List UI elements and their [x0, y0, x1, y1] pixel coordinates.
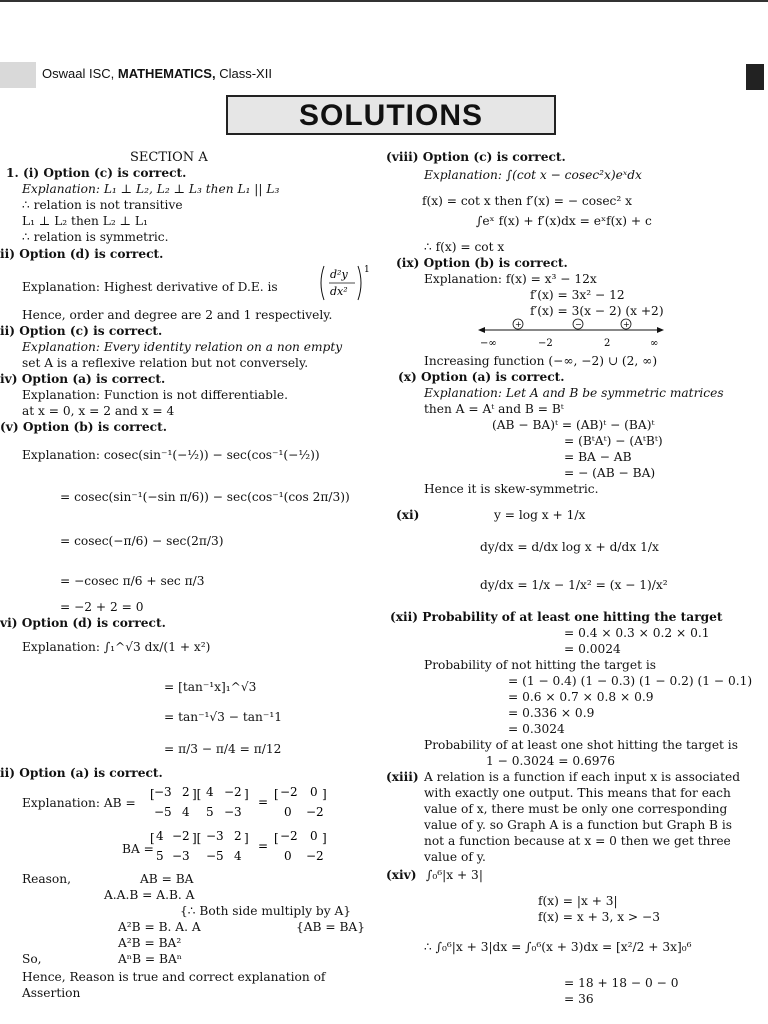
q1-heading: 1. (i) Option (c) is correct. — [6, 166, 187, 180]
q5-step4: = −cosec π/6 + sec π/3 — [60, 574, 205, 588]
svg-text:−5: −5 — [206, 849, 224, 863]
q11-step3: dy/dx = 1/x − 1/x² = (x − 1)/x² — [480, 578, 668, 592]
q1-explanation: Explanation: L₁ ⊥ L₂, L₂ ⊥ L₃ then L₁ || L₃ — [22, 182, 280, 196]
q13-line5: not a function because at x = 0 then we get three — [424, 834, 731, 848]
q10-step6: = − (AB − BA) — [564, 466, 656, 480]
q14-step5: = 36 — [564, 992, 594, 1006]
q5-step1: Explanation: cosec(sin⁻¹(−½)) − sec(cos⁻¹(−½)) — [22, 448, 320, 462]
q9-heading: (ix) Option (b) is correct. — [396, 256, 568, 270]
q8-step1: Explanation: ∫(cot x − cosec²x)eˣdx — [424, 168, 642, 182]
svg-text:−3: −3 — [172, 849, 190, 863]
q5-heading: (v) Option (b) is correct. — [0, 420, 167, 434]
q6-step2: = [tan⁻¹x]₁^√3 — [164, 680, 257, 694]
q8-step4: ∴ f(x) = cot x — [424, 240, 505, 254]
svg-text:−2: −2 — [280, 785, 298, 799]
q12-step1: = 0.4 × 0.3 × 0.2 × 0.1 — [564, 626, 710, 640]
svg-text:dx²: dx² — [330, 285, 348, 298]
q11-heading: (xi) — [396, 508, 420, 522]
header-marker-block — [746, 64, 764, 90]
q7-ba-matrix-product — [150, 824, 360, 868]
q5-step5: = −2 + 2 = 0 — [60, 600, 144, 614]
q4-explanation: Explanation: Function is not differentiable. — [22, 388, 288, 402]
q2-line2: Hence, order and degree are 2 and 1 respectively. — [22, 308, 333, 322]
q1-line4: ∴ relation is symmetric. — [22, 230, 169, 244]
q2-explanation: Explanation: Highest derivative of D.E. is — [22, 280, 278, 294]
running-header — [42, 66, 272, 81]
q13-line4: value of y. so Graph A is a function but Graph B is — [424, 818, 733, 832]
subject: MATHEMATICS, — [117, 66, 216, 81]
q3-heading: ii) Option (c) is correct. — [0, 324, 163, 338]
solutions-title: SOLUTIONS — [226, 95, 556, 135]
q7-reason-5: A²B = BA² — [118, 936, 182, 950]
q9-label-neg-inf: −∞ — [480, 338, 497, 349]
svg-text:0: 0 — [310, 829, 318, 843]
q7-reason-7: Hence, Reason is true and correct explanation of — [22, 970, 326, 984]
q6-step3: = tan⁻¹√3 − tan⁻¹1 — [164, 710, 282, 724]
q12-step3: Probability of not hitting the target is — [424, 658, 656, 672]
svg-text:[: [ — [274, 831, 279, 845]
q9-step3: f′(x) = 3(x − 2) (x +2) — [530, 304, 664, 318]
q2-derivative-expr — [318, 262, 370, 304]
q1-line3: L₁ ⊥ L₂ then L₂ ⊥ L₁ — [22, 214, 148, 228]
q7-reason-1: AB = BA — [140, 872, 194, 886]
svg-text:−2: −2 — [306, 805, 324, 819]
q14-step4: = 18 + 18 − 0 − 0 — [564, 976, 679, 990]
top-rule — [0, 0, 768, 2]
q7-ba-label: BA = — [122, 842, 154, 856]
svg-text:=: = — [258, 839, 269, 853]
q12-step2: = 0.0024 — [564, 642, 621, 656]
q14-integral: ∫₀⁶|x + 3| — [426, 868, 483, 882]
svg-text:][: ][ — [192, 787, 202, 801]
q9-label-2: 2 — [604, 338, 611, 349]
q14-step2: f(x) = x + 3, x > −3 — [538, 910, 660, 924]
q14-heading: (xiv) — [386, 868, 417, 882]
q14-step1: f(x) = |x + 3| — [538, 894, 618, 908]
q11-step1: y = log x + 1/x — [494, 508, 586, 522]
svg-text:−3: −3 — [206, 829, 224, 843]
q4-heading: iv) Option (a) is correct. — [0, 372, 166, 386]
q12-step8: Probability of at least one shot hitting the target is — [424, 738, 738, 752]
svg-text:]: ] — [244, 831, 249, 845]
svg-text:0: 0 — [310, 785, 318, 799]
svg-text:2: 2 — [182, 785, 190, 799]
svg-text:4: 4 — [182, 805, 190, 819]
q7-reason-2: A.A.B = A.B. A — [104, 888, 195, 902]
q13-line6: value of y. — [424, 850, 486, 864]
svg-text:5: 5 — [156, 849, 164, 863]
q5-step3: = cosec(−π/6) − sec(2π/3) — [60, 534, 224, 548]
q14-step3: ∴ ∫₀⁶|x + 3|dx = ∫₀⁶(x + 3)dx = [x²/2 + 3x]₀⁶ — [424, 940, 692, 954]
q12-heading: (xii) Probability of at least one hitting the target — [390, 610, 723, 624]
svg-text:]: ] — [322, 787, 327, 801]
q9-step2: f′(x) = 3x² − 12 — [530, 288, 625, 302]
q7-reason-3: {∴ Both side multiply by A} — [180, 904, 352, 918]
svg-text:−5: −5 — [154, 805, 172, 819]
q9-result: Increasing function (−∞, −2) ∪ (2, ∞) — [424, 354, 658, 368]
q6-heading: vi) Option (d) is correct. — [0, 616, 166, 630]
q11-step2: dy/dx = d/dx log x + d/dx 1/x — [480, 540, 659, 554]
q13-line3: value of x, there must be only one corresponding — [424, 802, 728, 816]
q9-step1: Explanation: f(x) = x³ − 12x — [424, 272, 597, 286]
q12-step5: = 0.6 × 0.7 × 0.8 × 0.9 — [508, 690, 654, 704]
svg-text:5: 5 — [206, 805, 214, 819]
q12-step7: = 0.3024 — [508, 722, 565, 736]
svg-text:+: + — [623, 320, 630, 329]
svg-text:][: ][ — [192, 831, 202, 845]
svg-text:2: 2 — [234, 829, 242, 843]
q10-step4: = (BᵗAᵗ) − (AᵗBᵗ) — [564, 434, 663, 448]
q7-so-label: So, — [22, 952, 42, 966]
q5-step2: = cosec(sin⁻¹(−sin π/6)) − sec(cos⁻¹(cos 2π/3)) — [60, 490, 350, 504]
publisher: Oswaal ISC, — [42, 66, 118, 81]
q7-reason-6: AⁿB = BAⁿ — [118, 952, 183, 966]
q10-step2: then A = Aᵗ and B = Bᵗ — [424, 402, 564, 416]
svg-text:−2: −2 — [306, 849, 324, 863]
q7-reason-label: Reason, — [22, 872, 71, 886]
svg-text:−2: −2 — [224, 785, 242, 799]
class-label: Class-XII — [215, 66, 272, 81]
q7-reason-4b: {AB = BA} — [296, 920, 365, 934]
svg-text:[: [ — [150, 831, 155, 845]
svg-text:0: 0 — [284, 849, 292, 863]
svg-text:−2: −2 — [172, 829, 190, 843]
q9-label-neg-2: −2 — [538, 338, 553, 349]
q7-reason-4: A²B = B. A. A — [118, 920, 201, 934]
q7-ab-matrix-product — [150, 780, 360, 824]
q7-ab-label: Explanation: AB = — [22, 796, 136, 810]
q2-heading: ii) Option (d) is correct. — [0, 247, 164, 261]
q12-step9: 1 − 0.3024 = 0.6976 — [486, 754, 615, 768]
svg-text:−2: −2 — [280, 829, 298, 843]
q1-line2: ∴ relation is not transitive — [22, 198, 183, 212]
svg-text:d²y: d²y — [330, 268, 348, 281]
q10-step3: (AB − BA)ᵗ = (AB)ᵗ − (BA)ᵗ — [492, 418, 655, 432]
svg-text:]: ] — [322, 831, 327, 845]
svg-text:0: 0 — [284, 805, 292, 819]
svg-text:−3: −3 — [224, 805, 242, 819]
q12-step6: = 0.336 × 0.9 — [508, 706, 595, 720]
svg-text:+: + — [515, 320, 522, 329]
q3-line2: set A is a reflexive relation but not conversely. — [22, 356, 309, 370]
q7-reason-8: Assertion — [22, 986, 81, 1000]
q6-step1: Explanation: ∫₁^√3 dx/(1 + x²) — [22, 640, 211, 654]
q10-step1: Explanation: Let A and B be symmetric matrices — [424, 386, 724, 400]
svg-text:[: [ — [274, 787, 279, 801]
header-tab-bar — [0, 62, 36, 88]
svg-text:=: = — [258, 795, 269, 809]
q4-line2: at x = 0, x = 2 and x = 4 — [22, 404, 175, 418]
q13-heading: (xiii) — [386, 770, 419, 784]
q10-step5: = BA − AB — [564, 450, 632, 464]
q8-step2: f(x) = cot x then f′(x) = − cosec² x — [422, 194, 633, 208]
q9-label-inf: ∞ — [650, 338, 659, 349]
q10-result: Hence it is skew-symmetric. — [424, 482, 599, 496]
q13-line1: A relation is a function if each input x is associated — [424, 770, 741, 784]
svg-text:4: 4 — [156, 829, 164, 843]
q6-step4: = π/3 − π/4 = π/12 — [164, 742, 282, 756]
svg-text:4: 4 — [234, 849, 242, 863]
q10-heading: (x) Option (a) is correct. — [398, 370, 565, 384]
svg-text:]: ] — [244, 787, 249, 801]
svg-text:−: − — [575, 320, 582, 329]
q13-line2: with exactly one output. This means that for each — [424, 786, 731, 800]
q8-heading: (viii) Option (c) is correct. — [386, 150, 566, 164]
section-heading: SECTION A — [130, 150, 208, 165]
q12-step4: = (1 − 0.4) (1 − 0.3) (1 − 0.2) (1 − 0.1) — [508, 674, 753, 688]
svg-text:4: 4 — [206, 785, 214, 799]
svg-text:1: 1 — [364, 265, 370, 275]
q8-step3: ∫eˣ f(x) + f′(x)dx = eˣf(x) + c — [476, 214, 652, 228]
svg-text:[: [ — [150, 787, 155, 801]
q9-sign-number-line — [476, 318, 666, 352]
q3-explanation: Explanation: Every identity relation on a non empty — [22, 340, 343, 354]
q7-heading: ii) Option (a) is correct. — [0, 766, 163, 780]
svg-text:−3: −3 — [154, 785, 172, 799]
